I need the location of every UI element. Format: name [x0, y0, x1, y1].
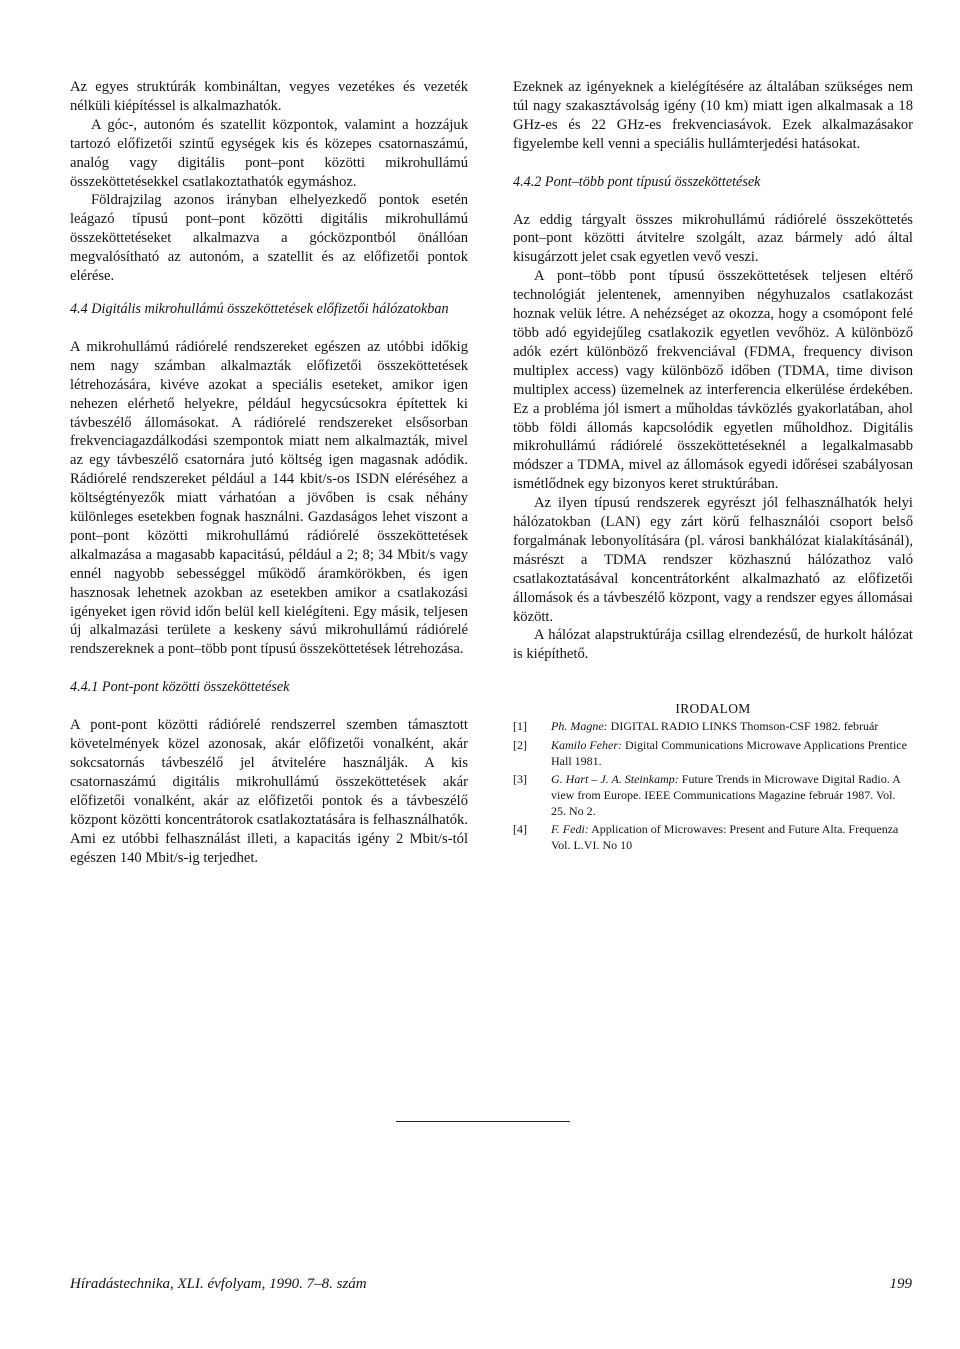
reference-author: G. Hart – J. A. Steinkamp:: [551, 772, 679, 787]
reference-number: [1]: [513, 719, 527, 734]
reference-number: [3]: [513, 772, 527, 787]
reference-author: F. Fedi:: [551, 822, 589, 837]
paragraph: Az egyes struktúrák kombináltan, vegyes vezetékes és vezeték nélküli kiépítéssel is alkalmazhatók.: [70, 79, 468, 114]
paragraph: Ezeknek az igényeknek a kielégítésére az általában szükséges nem túl nagy szakasztávolság igény (10 km) miatt igen alkalmasak a 18 GHz-es és 22 GHz-es frekvenciasávok. Ezek alkalmazásakor figyelembe kell venni a speciális hullámterjedési hatásokat.: [513, 79, 913, 152]
section-heading-4-4-1: 4.4.1 Pont-pont közötti összeköttetések: [70, 679, 290, 696]
reference-number: [2]: [513, 737, 527, 752]
reference-author: Ph. Magne:: [551, 719, 608, 734]
reference-item: [513, 772, 913, 819]
reference-text: Application of Microwaves: Present and Future Alta. Frequenza Vol. L.VI. No 10: [551, 822, 899, 853]
paragraph: Az ilyen típusú rendszerek egyrészt jól felhasználhatók helyi hálózatokban (LAN) egy zárt körű felhasználói csoport belső forgalmának lebonyolítására (pl. városi bankhálózat kialakításánál), másrészt a TDMA rendszer közhasznú hálózathoz való csatlakoztatásával koncentrátorként alkalmazható az előfizetői állomások és a távbeszélő központ, vagy a rendszer egyes állomásai között.: [513, 495, 913, 625]
reference-text: Future Trends in Microwave Digital Radio. A view from Europe. IEEE Communications Magazine február 1987. Vol. 25. No 2.: [551, 772, 901, 818]
page-number: 199: [889, 1276, 912, 1292]
reference-item: [513, 719, 913, 735]
reference-author: Kamilo Feher:: [551, 737, 622, 752]
reference-item: [513, 738, 913, 769]
paragraph: Az eddig tárgyalt összes mikrohullámú rádiórelé összeköttetés pont–pont közötti átvitelre szolgált, azaz bármely adó által kisugárzott jelet csak egyetlen vevő veszi.: [513, 211, 913, 266]
references-list: [513, 719, 913, 854]
divider-line: [396, 1121, 570, 1122]
paragraph: A hálózat alapstruktúrája csillag elrendezésű, de hurkolt hálózat is kiépíthető.: [513, 627, 913, 663]
paragraph: A pont-pont közötti rádiórelé rendszerrel szemben támasztott követelmények közel azonosak, akár előfizetői vonalként, akár sokcsatornás távbeszélő jel átvitelére használják. A kis csatornaszámú digitális mikrohullámú összeköttetések akár előfizetői vonalként, akár az előfizetői pontok és a távbeszélő központ közötti koncentrátorok csatlakoztatására is felhasználhatók. Ami ez utóbbi felhasználást illeti, a kapacitás igény 2 Mbit/s-tól egészen 140 Mbit/s-ig terjedhet.: [70, 717, 468, 866]
right-column: [513, 78, 913, 857]
reference-number: [4]: [513, 822, 527, 837]
section-heading-4-4-2: 4.4.2 Pont–több pont típusú összeköttetések: [513, 173, 761, 190]
left-column: [70, 78, 468, 867]
footer-journal: Híradástechnika, XLI. évfolyam, 1990. 7–8. szám: [70, 1276, 367, 1292]
reference-text: Digital Communications Microwave Applications Prentice Hall 1981.: [551, 737, 907, 768]
paragraph: Földrajzilag azonos irányban elhelyezkedő pontok esetén leágazó típusú pont–pont közötti digitális mikrohullámú összeköttetéseket alkalmazva a gócközpontból önállóan megvalósítható az autonóm, a szatellit és az előfizetői pontok elérése.: [70, 192, 468, 285]
reference-text: DIGITAL RADIO LINKS Thomson-CSF 1982. február: [610, 719, 879, 734]
paragraph: A góc-, autonóm és szatellit központok, valamint a hozzájuk tartozó előfizetői szintű egységek kis és közepes csatornaszámú, analóg vagy digitális pont–pont közötti mikrohullámú összeköttetésekkel csatlakoztathatók egymáshoz.: [70, 116, 468, 190]
section-heading-4-4: 4.4 Digitális mikrohullámú összeköttetések előfizetői hálózatokban: [70, 300, 449, 317]
reference-item: [513, 822, 913, 853]
references-title: IRODALOM: [675, 701, 751, 717]
paragraph: A mikrohullámú rádiórelé rendszereket egészen az utóbbi időkig nem nagy számban alkalmazták előfizetői összeköttetések létrehozására, kivéve azokat a speciális eseteket, amikor igen nehezen elérhető helyekre, például hegycsúcsokra építettek ki távbeszélő állomásokat. A rádiórelé rendszereket elsősorban frekvenciagazdálkodási szempontok miatt nem alkalmazták, mivel az egy távbeszélő csatornára jutó költség igen magasnak adódik. Rádiórelé rendszereket például a 144 kbit/s-os ISDN eléréséhez a költségtényezők miatt várhatóan a jövőben is csak néhány különleges esetekben fognak használni. Gazdaságos lehet viszont a pont–pont közötti mikrohullámú rádiórelé összeköttetések alkalmazása a magasabb kapacitású, például a 2; 8; 34 Mbit/s vagy ennél nagyobb sebességgel működő áramkörökben, és igen hasznosak lehetnek azokban az esetekben amikor a csatlakozási igényeket igen rövid időn belül kell kielégíteni. Egy másik, teljesen új alkalmazási területe a keskeny sávú mikrohullámú rádiórelé rendszereknek a pont–több pont típusú összeköttetések létrehozása.: [70, 338, 468, 658]
paragraph: A pont–több pont típusú összeköttetések teljesen eltérő technológiát jelentenek, amennyiben négyhuzalos csatlakozást hoznak velük létre. A nehézséget az okozza, hogy a csomópont felé több adó egyidejűleg csatlakozik egyetlen vevőhöz. A különböző adók ezért különböző frekvenciával (FDMA, frequency divison multiplex access) vagy különböző időben (TDMA, time divison multiplex access) üzemelnek az interferencia elkerülése érdekében. Ez a probléma jól ismert a műholdas távközlés gyakorlatában, ahol több földi állomás kapcsolódik egyetlen műholdhoz. Digitális mikrohullámú rádiórelé összeköttetéseknél a legalkalmasabb módszer a TDMA, mivel az állomások egyedi időrései szabályosan ismétlődnek egy bizonyos keret struktúrában.: [513, 268, 913, 493]
